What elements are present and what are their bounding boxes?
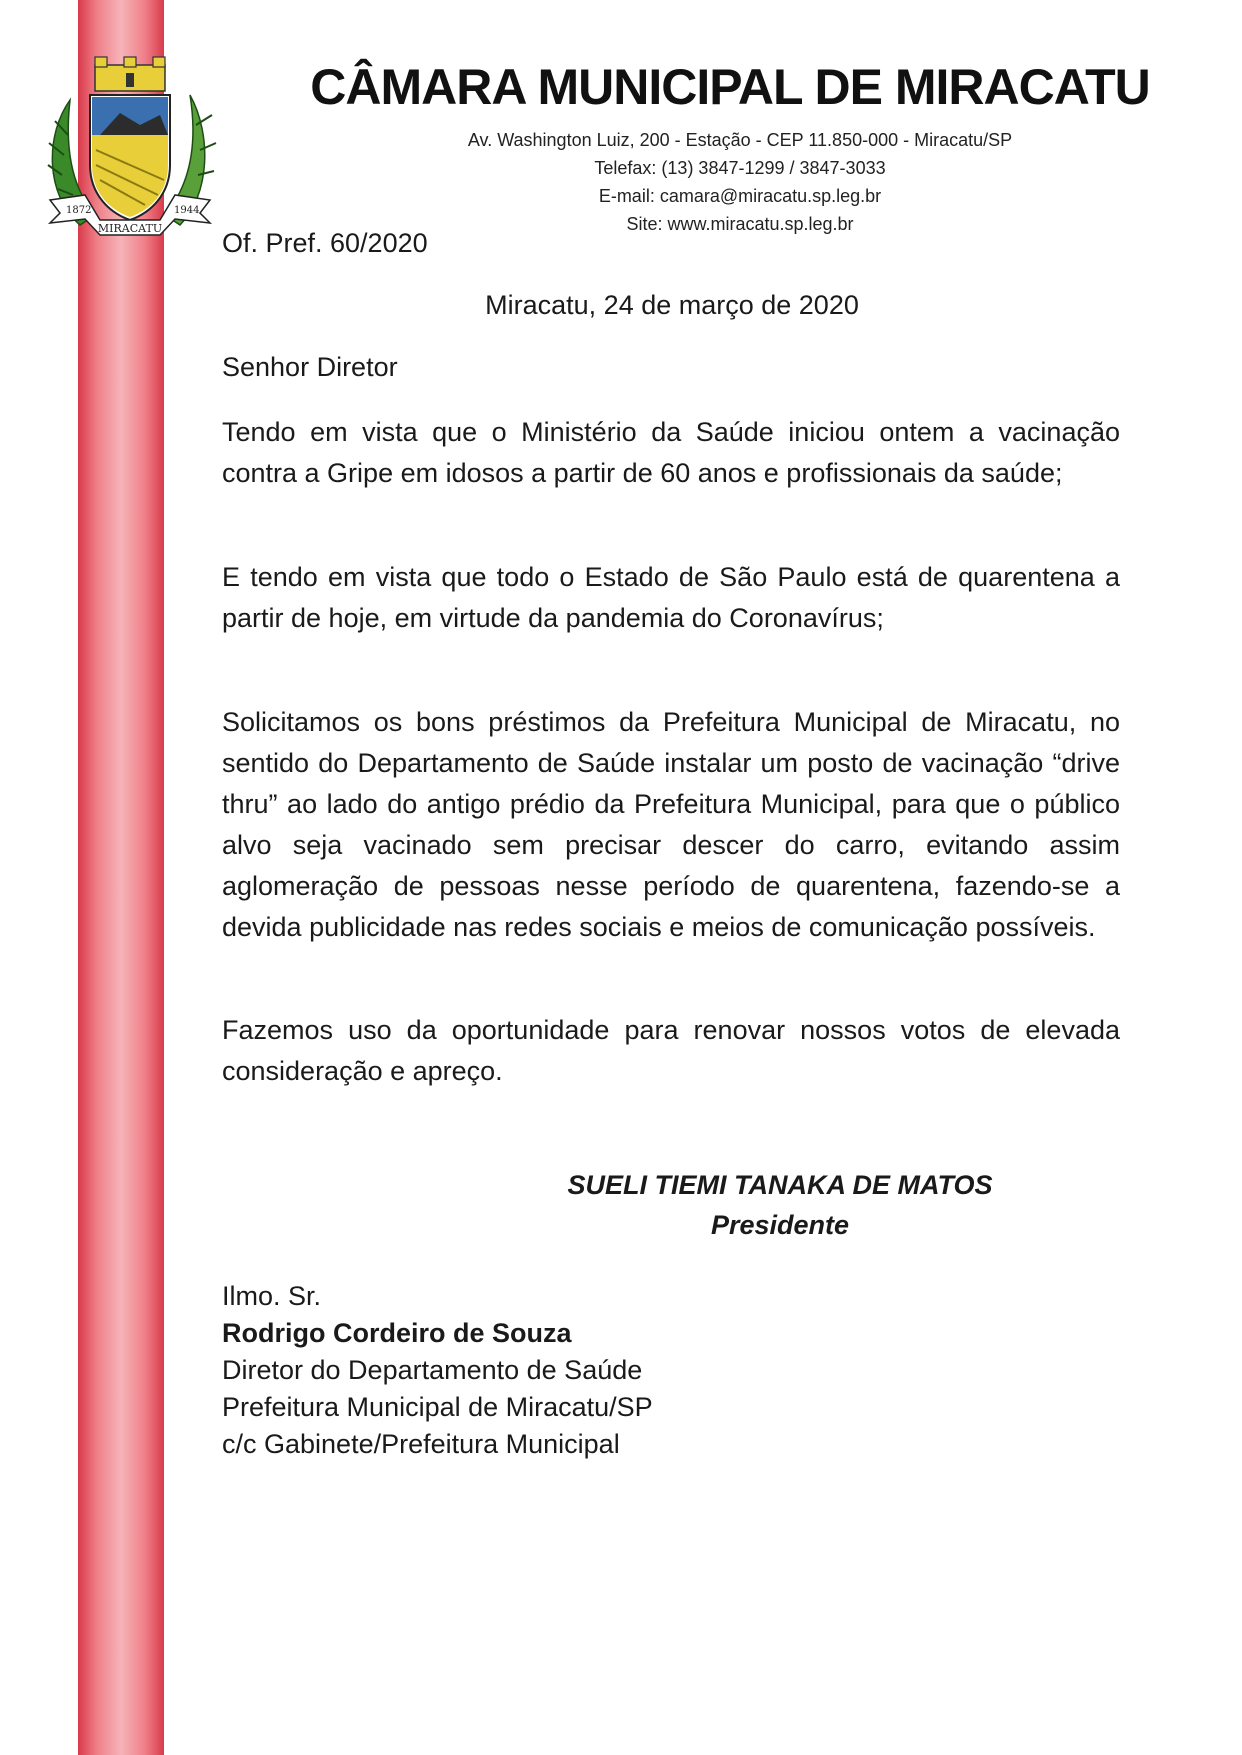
letter-date: Miracatu, 24 de março de 2020 bbox=[485, 290, 859, 320]
signatory-role: Presidente bbox=[710, 1210, 850, 1240]
crest-ribbon-text: MIRACATU bbox=[97, 222, 163, 235]
paragraph-3: Solicitamos os bons préstimos da Prefeitura Municipal de Miracatu, no sentido do Departamento de Saúde instalar um posto de vacinação “drive thru” ao lado do antigo prédio da Prefeitura Municipal, para que o público alvo seja vacinado sem precisar descer do carro, evitando assim aglomeração de pessoas nesse período de quarentena, fazendo-se a devida publicidade nas redes sociais e meios de comunicação possíveis. bbox=[222, 707, 1120, 942]
letter-reference: Of. Pref. 60/2020 bbox=[222, 228, 428, 258]
recipient-honorific: Ilmo. Sr. bbox=[222, 1281, 322, 1311]
address-line: Av. Washington Luiz, 200 - Estação - CEP 11.850-000 - Miracatu/SP bbox=[467, 130, 1013, 150]
coat-of-arms-icon bbox=[40, 55, 220, 245]
paragraph-1: Tendo em vista que o Ministério da Saúde iniciou ontem a vacinação contra a Gripe em idosos a partir de 60 anos e profissionais da saúde; bbox=[222, 417, 1120, 488]
email-line: E-mail: camara@miracatu.sp.leg.br bbox=[598, 186, 882, 206]
salutation: Senhor Diretor bbox=[222, 352, 398, 382]
crest-year-left: 1872 bbox=[66, 205, 92, 216]
paragraph-2: E tendo em vista que todo o Estado de São Paulo está de quarentena a partir de hoje, em virtude da pandemia do Coronavírus; bbox=[222, 562, 1120, 633]
recipient-position: Diretor do Departamento de Saúde bbox=[222, 1355, 643, 1385]
crest-year-right: 1944 bbox=[174, 205, 200, 216]
recipient-name: Rodrigo Cordeiro de Souza bbox=[222, 1318, 572, 1348]
recipient-block bbox=[222, 1278, 653, 1463]
contact-block bbox=[360, 126, 1120, 238]
institution-title: CÂMARA MUNICIPAL DE MIRACATU bbox=[310, 59, 1150, 115]
signatory-name: SUELI TIEMI TANAKA DE MATOS bbox=[567, 1170, 993, 1200]
site-line: Site: www.miracatu.sp.leg.br bbox=[626, 214, 854, 234]
phone-line: Telefax: (13) 3847-1299 / 3847-3033 bbox=[594, 158, 886, 178]
red-margin-stripe bbox=[78, 0, 164, 1755]
recipient-organization: Prefeitura Municipal de Miracatu/SP bbox=[222, 1392, 653, 1422]
recipient-cc: c/c Gabinete/Prefeitura Municipal bbox=[222, 1429, 620, 1459]
paragraph-4: Fazemos uso da oportunidade para renovar nossos votos de elevada consideração e apreço. bbox=[222, 1015, 1120, 1086]
